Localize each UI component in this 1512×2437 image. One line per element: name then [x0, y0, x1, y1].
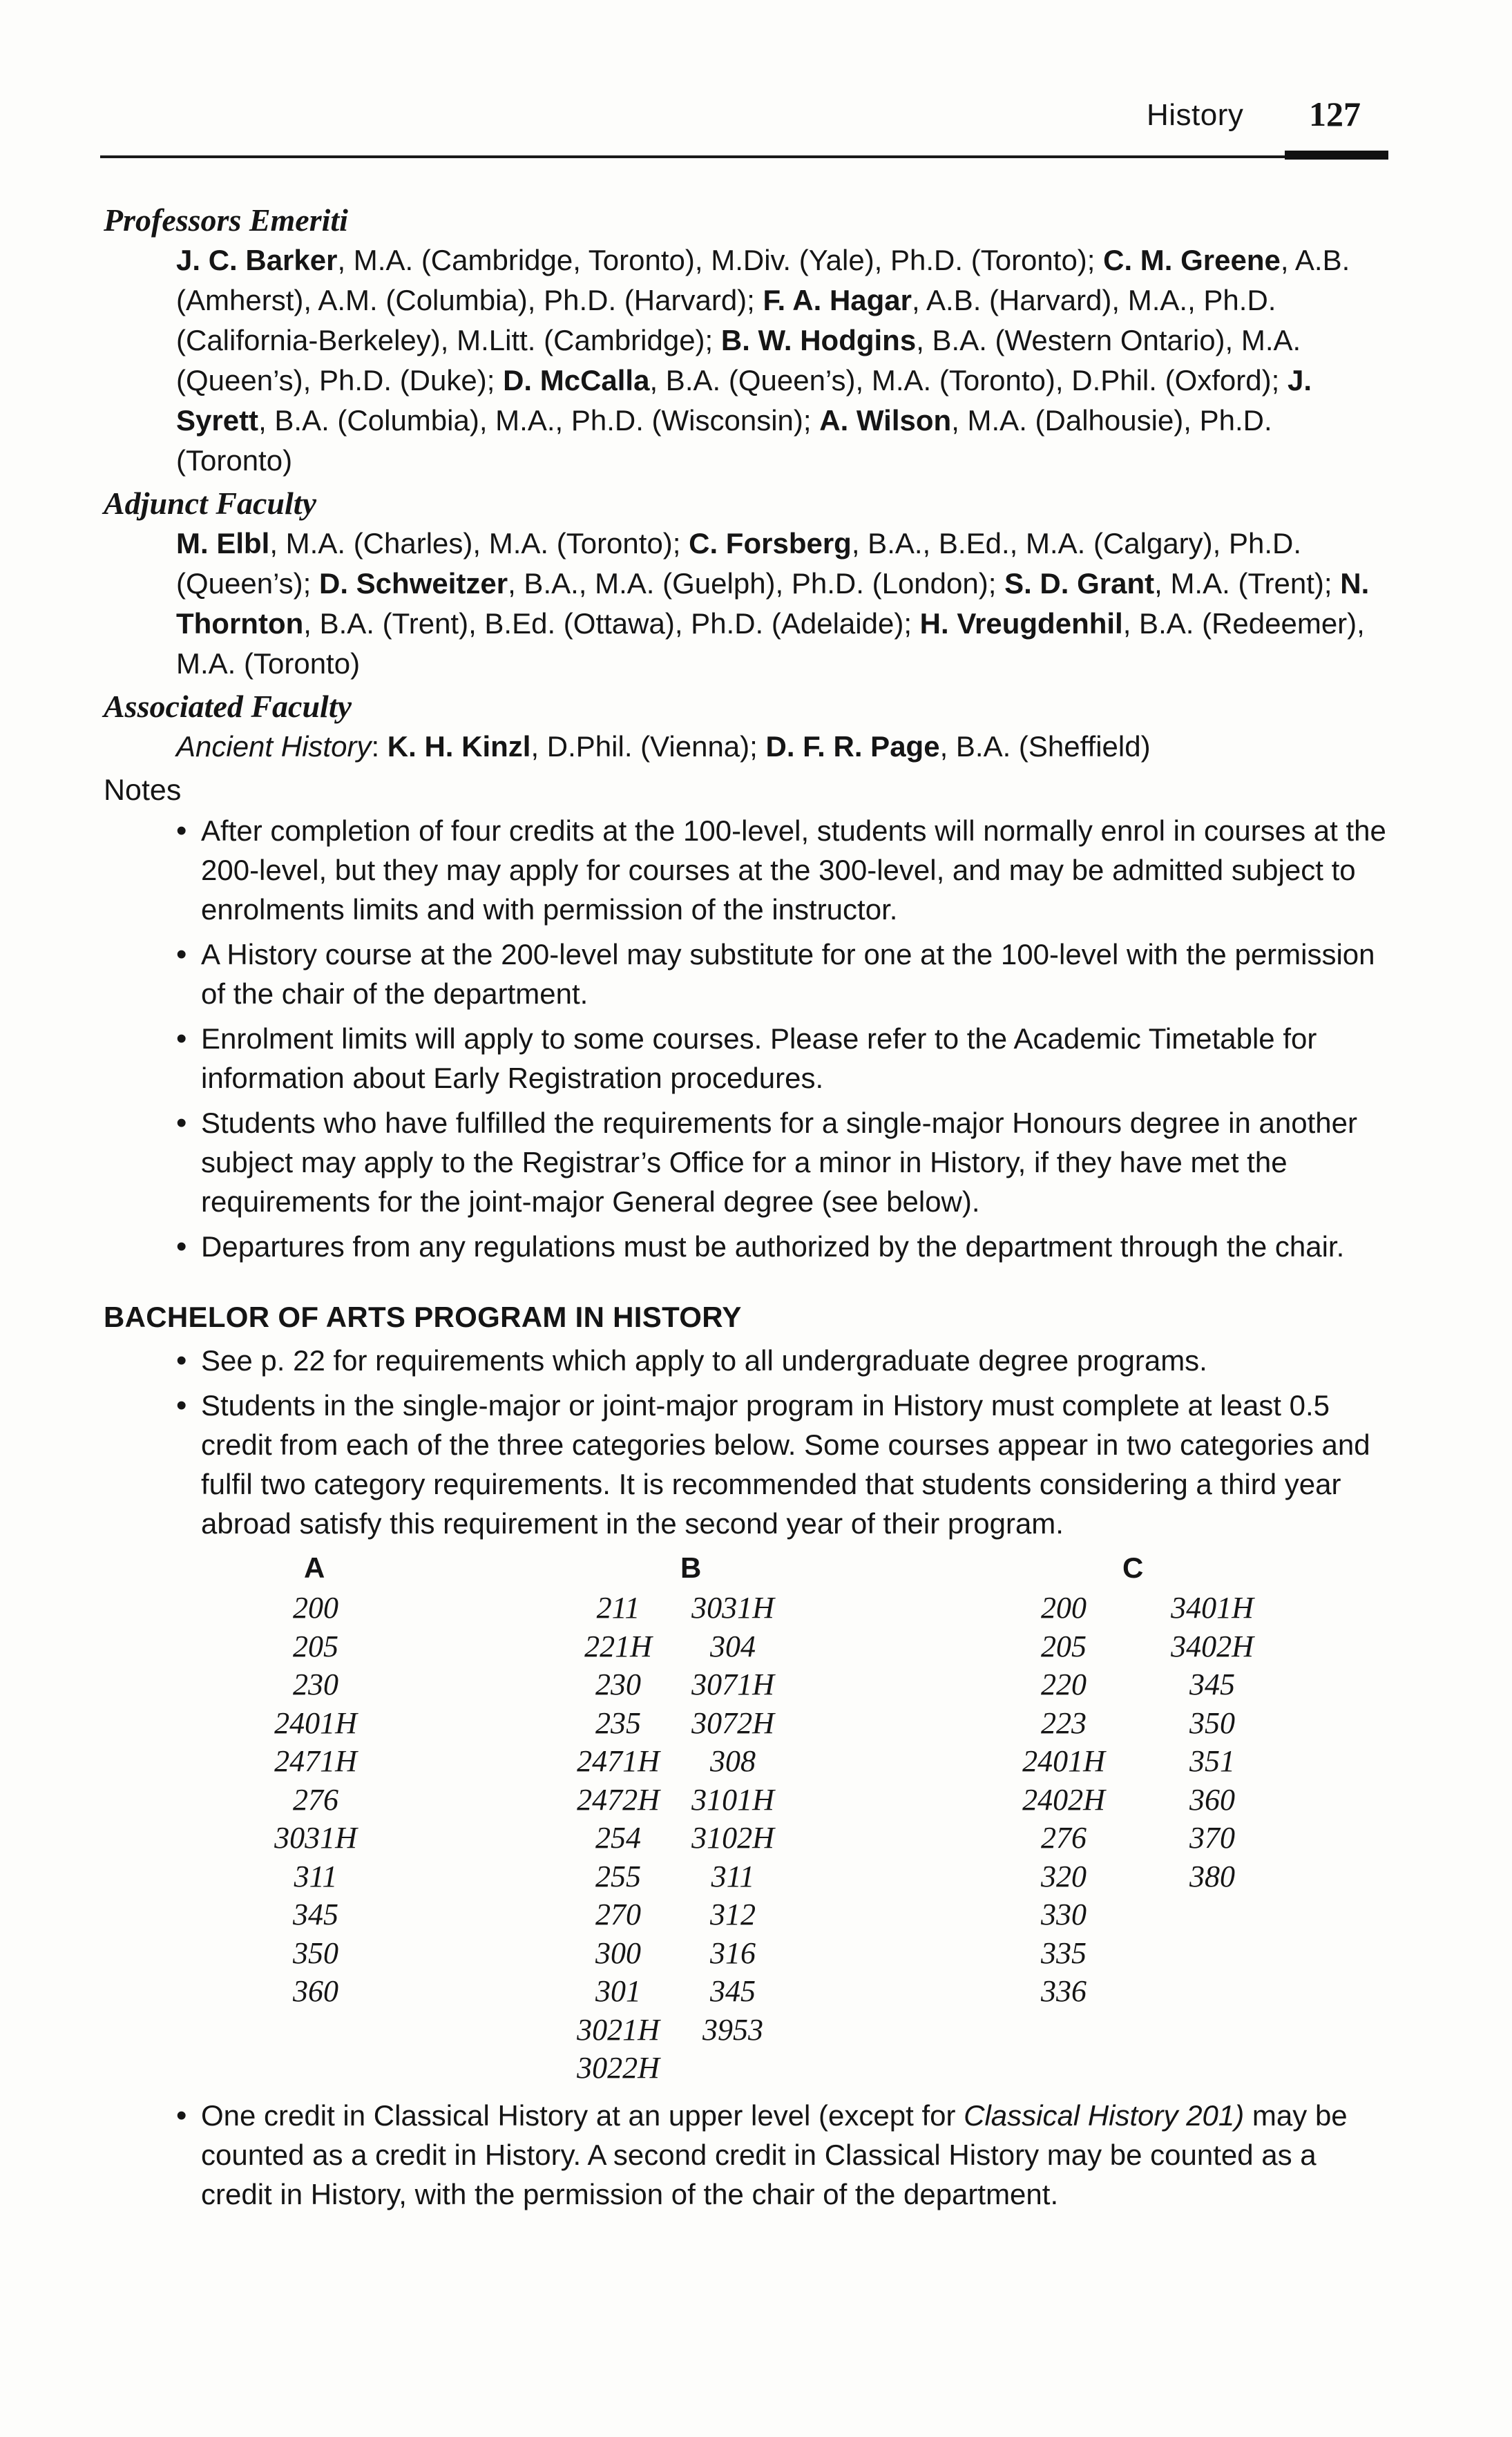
faculty-name: A. Wilson: [819, 404, 952, 437]
associated-faculty-heading: Associated Faculty: [104, 689, 352, 724]
category-table: [104, 1549, 1388, 2093]
faculty-name: C. Forsberg: [689, 527, 852, 560]
notes-list: [104, 811, 1388, 1266]
category-a-column: [243, 1589, 388, 2011]
course-code: 311: [711, 1859, 755, 1893]
faculty-credentials: , M.A. (Trent);: [1154, 567, 1341, 600]
list-item: • Departures from any regulations must be authorized by the department through the chair.: [176, 1227, 1388, 1266]
faculty-credentials: , B.A. (Columbia), M.A., Ph.D. (Wisconsin);: [258, 404, 820, 437]
faculty-name: F. A. Hagar: [763, 284, 912, 316]
course-code: 300: [595, 1936, 641, 1970]
course-code: 2401H: [1022, 1744, 1105, 1778]
ba-program-final-list: [104, 2096, 1388, 2214]
faculty-credentials: , D.Phil. (Vienna);: [530, 730, 766, 763]
list-item: • A History course at the 200-level may substitute for one at the 100-level with the permission of the chair of the department.: [176, 935, 1388, 1013]
list-item: • Students in the single-major or joint-major program in History must complete at least 0.5 credit from each of the three categories below. Some courses appear in two categories and fulfil two category requirements. It is recommended that students considering a third year abroad satisfy this requirement in the second year of their program.: [176, 1386, 1388, 1543]
course-code: 330: [1041, 1898, 1087, 1931]
course-code: 345: [1189, 1667, 1235, 1701]
list-item: [176, 2096, 1388, 2214]
course-code: 351: [1189, 1744, 1235, 1778]
professors-emeriti-heading: Professors Emeriti: [104, 202, 348, 238]
course-code: 221H: [584, 1629, 652, 1663]
faculty-name: H. Vreugdenhil: [919, 607, 1123, 640]
course-code: 304: [710, 1629, 756, 1663]
course-code: 211: [596, 1591, 640, 1625]
course-code: 255: [595, 1859, 641, 1893]
faculty-name: M. Elbl: [176, 527, 270, 560]
course-code: 370: [1189, 1821, 1235, 1855]
course-code: 3953: [702, 2012, 763, 2047]
faculty-name: D. Schweitzer: [319, 567, 508, 600]
course-code: 350: [1189, 1705, 1235, 1740]
category-c-column-2: [1140, 1589, 1285, 1895]
faculty-name: C. M. Greene: [1103, 244, 1281, 276]
course-code: 3021H: [577, 2012, 660, 2047]
faculty-credentials: , A.B. (Amherst), A.M. (Columbia), Ph.D. (Harvard);: [176, 244, 1350, 316]
page-content: [104, 200, 1388, 2219]
course-code: 3031H: [274, 1821, 357, 1855]
header-rule: [100, 155, 1388, 158]
course-code: 350: [293, 1936, 338, 1970]
course-code: 205: [1041, 1629, 1087, 1663]
list-item: • See p. 22 for requirements which apply to all undergraduate degree programs.: [176, 1341, 1388, 1380]
faculty-credentials: , B.A., B.Ed., M.A. (Calgary), Ph.D. (Queen’s);: [176, 527, 1302, 600]
course-code: 308: [710, 1744, 756, 1778]
course-code: 335: [1041, 1936, 1087, 1970]
professors-emeriti-list: [176, 240, 1388, 481]
faculty-name: J. C. Barker: [176, 244, 338, 276]
category-headers: [104, 1549, 1388, 1589]
faculty-credentials: , B.A., M.A. (Guelph), Ph.D. (London);: [508, 567, 1005, 600]
adjunct-faculty-list: [176, 524, 1388, 684]
faculty-credentials: , A.B. (Harvard), M.A., Ph.D. (California-Berkeley), M.Litt. (Cambridge);: [176, 284, 1276, 356]
field-label-colon: :: [371, 730, 387, 763]
course-code: 276: [1041, 1821, 1087, 1855]
list-item: • After completion of four credits at the 100-level, students will normally enrol in courses at the 200-level, but they may apply for courses at the 300-level, and may be admitted subject to enrolments limits and with permission of the instructor.: [176, 811, 1388, 929]
faculty-name: K. H. Kinzl: [387, 730, 531, 763]
course-code: 3031H: [691, 1591, 774, 1625]
course-code: 2471H: [274, 1744, 357, 1778]
list-item: • Students who have fulfilled the requirements for a single-major Honours degree in another subject may apply to the Registrar’s Office for a minor in History, if they have met the requirements for the joint-major General degree (see below).: [176, 1103, 1388, 1221]
associated-faculty-list: [176, 727, 1388, 767]
faculty-name: D. F. R. Page: [765, 730, 940, 763]
list-item: • Enrolment limits will apply to some courses. Please refer to the Academic Timetable for information about Early Registration procedures.: [176, 1019, 1388, 1098]
course-code: 3402H: [1171, 1629, 1254, 1663]
faculty-name: J. Syrett: [176, 364, 1312, 437]
faculty-name: B. W. Hodgins: [720, 324, 917, 356]
ba-program-heading: BACHELOR OF ARTS PROGRAM IN HISTORY: [104, 1301, 742, 1333]
course-code: 2472H: [577, 1782, 660, 1817]
course-code: 200: [293, 1591, 338, 1625]
course-code: 254: [595, 1821, 641, 1855]
course-code: 311: [294, 1859, 338, 1893]
category-b-header: B: [680, 1551, 702, 1584]
category-c-header: C: [1122, 1551, 1144, 1584]
course-code: 230: [595, 1667, 641, 1701]
course-code: 3022H: [577, 2051, 660, 2085]
course-code: 270: [595, 1898, 641, 1931]
adjunct-faculty-heading: Adjunct Faculty: [104, 486, 316, 521]
course-code: 345: [293, 1898, 338, 1931]
faculty-credentials: , M.A. (Dalhousie), Ph.D. (Toronto): [176, 404, 1272, 477]
header-rule-accent: [1285, 151, 1388, 160]
course-code: 316: [710, 1936, 756, 1970]
course-code: 3071H: [691, 1667, 774, 1701]
faculty-name: D. McCalla: [503, 364, 650, 396]
running-head: History: [1147, 98, 1244, 132]
course-code: 301: [595, 1974, 641, 2008]
ba-program-list: [104, 1341, 1388, 1543]
course-code: 2402H: [1022, 1782, 1105, 1817]
course-code: 320: [1041, 1859, 1087, 1893]
course-code: 360: [1189, 1782, 1235, 1817]
course-code: 276: [293, 1782, 338, 1817]
faculty-credentials: , B.A. (Queen’s), M.A. (Toronto), D.Phil. (Oxford);: [649, 364, 1288, 396]
final-item-text-end: may be counted as a credit in History. A second credit in Classical History may be counted as a credit in History, with the permission of the chair of the department.: [201, 2099, 1348, 2210]
course-code: 380: [1189, 1859, 1235, 1893]
faculty-credentials: , B.A. (Sheffield): [939, 730, 1151, 763]
faculty-name: N. Thornton: [176, 567, 1370, 640]
final-item-text-start: One credit in Classical History at an upper level (except for: [201, 2099, 964, 2132]
course-code: 2471H: [577, 1744, 660, 1778]
faculty-credentials: , B.A. (Trent), B.Ed. (Ottawa), Ph.D. (Adelaide);: [303, 607, 920, 640]
faculty-name: S. D. Grant: [1004, 567, 1155, 600]
course-code: 345: [710, 1974, 756, 2008]
faculty-credentials: , B.A. (Redeemer), M.A. (Toronto): [176, 607, 1365, 680]
course-code: 3101H: [691, 1782, 774, 1817]
page-number: 127: [1309, 95, 1361, 133]
faculty-credentials: , M.A. (Charles), M.A. (Toronto);: [269, 527, 689, 560]
course-code: 3102H: [691, 1821, 774, 1855]
course-code: 312: [710, 1898, 756, 1931]
category-b-column-2: [660, 1589, 805, 2049]
course-code: 235: [595, 1705, 641, 1740]
category-c-column-1: [991, 1589, 1136, 2011]
course-code: 3072H: [691, 1705, 774, 1740]
course-code: 3401H: [1171, 1591, 1254, 1625]
faculty-credentials: , M.A. (Cambridge, Toronto), M.Div. (Yale), Ph.D. (Toronto);: [337, 244, 1104, 276]
course-code: 200: [1041, 1591, 1087, 1625]
field-label: Ancient History: [176, 730, 372, 763]
category-columns: [104, 1589, 1388, 2093]
notes-heading: Notes: [104, 774, 182, 807]
course-code: 230: [293, 1667, 338, 1701]
category-a-header: A: [304, 1551, 325, 1584]
course-code: 2401H: [274, 1705, 357, 1740]
course-code: 220: [1041, 1667, 1087, 1701]
course-code: 205: [293, 1629, 338, 1663]
course-code: 360: [293, 1974, 338, 2008]
course-code: 336: [1041, 1974, 1087, 2008]
final-item-course: Classical History 201): [964, 2099, 1245, 2132]
faculty-credentials: , B.A. (Western Ontario), M.A. (Queen’s), Ph.D. (Duke);: [176, 324, 1301, 396]
course-code: 223: [1041, 1705, 1087, 1740]
